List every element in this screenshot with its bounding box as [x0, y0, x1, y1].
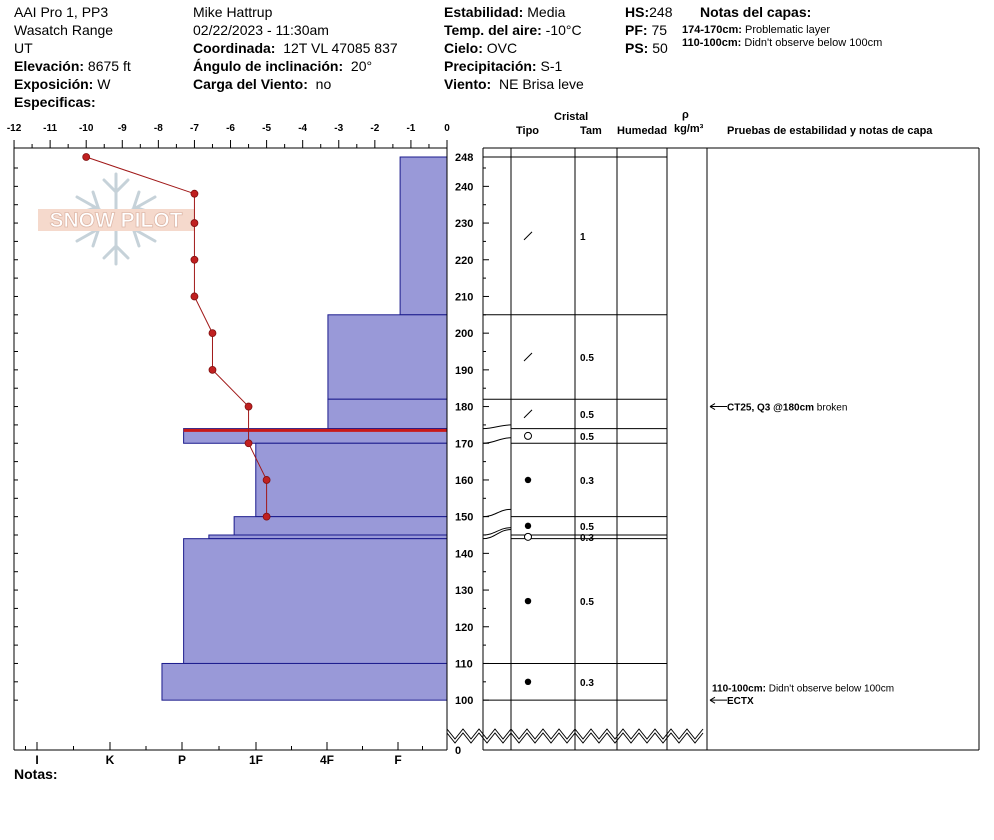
elevation: Elevación: 8675 ft	[14, 58, 131, 74]
test-label: CT25, Q3 @180cm	[727, 402, 815, 414]
hardness-label: 1F	[248, 753, 264, 767]
temperature-point	[191, 293, 198, 300]
height-tick-label: 180	[455, 401, 474, 414]
temperature-point	[245, 440, 252, 447]
height-tick-label: 150	[455, 511, 474, 524]
crystal-size: 1	[580, 231, 586, 243]
temperature-point	[263, 476, 270, 483]
faceted-crystals-icon	[525, 679, 531, 685]
rounded-grains-icon	[525, 432, 532, 439]
layer-note-item: 110-100cm: Didn't observe below 100cm	[682, 37, 883, 49]
test-label: ECTX	[727, 696, 754, 708]
hardness-layer	[209, 535, 447, 539]
coordinate: Coordinada: 12T VL 47085 837	[193, 40, 398, 56]
faceted-crystals-icon	[525, 598, 531, 604]
snow-pilot-logo	[38, 174, 194, 264]
faceted-crystals-icon	[525, 477, 531, 483]
crystal-size: 0.3	[580, 475, 594, 487]
temp-tick-label: -11	[43, 123, 58, 134]
tests-header: Pruebas de estabilidad y notas de capa	[727, 125, 933, 137]
moisture-header: Humedad	[617, 125, 668, 137]
temp-tick-label: -5	[262, 123, 272, 134]
specifics-label: Especificas:	[14, 94, 96, 110]
temperature-point	[209, 330, 216, 337]
height-tick-label: 220	[455, 254, 474, 267]
temperature-point	[245, 403, 252, 410]
precip-particles-icon	[524, 232, 532, 240]
crystal-size: 0.5	[580, 353, 594, 365]
table-layer-note	[712, 683, 894, 694]
logo-text: SNOW PILOT	[49, 209, 183, 232]
layer-notes-title: Notas del capas:	[700, 4, 812, 20]
height-tick-label: 100	[455, 695, 474, 708]
range-name: Wasatch Range	[14, 22, 114, 38]
crystal-size: 0.3	[580, 677, 594, 689]
height-tick-label: 240	[455, 181, 474, 194]
height-tick-label: 248	[455, 152, 474, 164]
precip-particles-icon	[524, 353, 532, 361]
temp-tick-label: -3	[334, 123, 344, 134]
temperature-point	[191, 256, 198, 263]
test-result	[727, 696, 754, 707]
temperature-point	[191, 190, 198, 197]
hardness-label: F	[394, 753, 402, 767]
datetime: 02/22/2023 - 11:30am	[193, 22, 329, 38]
height-tick-label: 110	[455, 658, 473, 671]
test-result	[727, 403, 847, 414]
height-tick-label: 130	[455, 585, 474, 598]
height-tick-label: 200	[455, 328, 474, 341]
state-name: UT	[14, 40, 33, 56]
layer-note-item: 174-170cm: Problematic layer	[682, 24, 830, 36]
crystal-size: 0.5	[580, 597, 594, 609]
ps: PS: 50	[625, 40, 668, 56]
layer-connector	[483, 438, 511, 444]
hardness-label: I	[35, 753, 39, 767]
hardness-layer	[400, 157, 447, 315]
layer-connector	[483, 425, 511, 429]
type-header: Tipo	[516, 125, 540, 137]
temp-tick-label: -8	[153, 123, 163, 134]
aspect: Exposición: W	[14, 76, 111, 92]
observer: Mike Hattrup	[193, 4, 273, 20]
height-tick-label: 230	[455, 218, 474, 231]
sky: Cielo: OVC	[444, 40, 518, 56]
temperature-point	[209, 366, 216, 373]
density-symbol: ρ	[682, 109, 689, 121]
wind-loading: Carga del Viento: no	[193, 76, 332, 92]
height-tick-label: 0	[455, 745, 462, 757]
wind: Viento: NE Brisa leve	[444, 76, 584, 92]
hardness-label: P	[177, 753, 187, 767]
height-tick-label: 170	[455, 438, 474, 451]
temp-tick-label: -1	[406, 123, 416, 134]
layer-note-text: Didn't observe below 100cm	[768, 683, 895, 695]
height-tick-label: 160	[455, 474, 474, 487]
crystal-size: 0.3	[580, 532, 594, 544]
precipitation: Precipitación: S-1	[444, 58, 563, 74]
height-tick-label: 120	[455, 621, 474, 634]
temperature-point	[83, 154, 90, 161]
crystal-size: 0.5	[580, 409, 594, 421]
pit-title: AAI Pro 1, PP3	[14, 4, 109, 20]
temp-tick-label: -6	[226, 123, 235, 134]
crystal-size: 0.5	[580, 521, 594, 533]
temperature-point	[263, 513, 270, 520]
temp-tick-label: -9	[117, 123, 127, 134]
precip-particles-icon	[524, 410, 532, 418]
layer-note-range: 110-100cm:	[712, 683, 769, 695]
height-tick-label: 210	[455, 291, 474, 304]
layer-connector	[483, 509, 511, 516]
density-unit: kg/m³	[674, 123, 704, 135]
temp-tick-label: -12	[6, 123, 22, 134]
hardness-layer	[328, 399, 447, 428]
temp-tick-label: -7	[189, 123, 199, 134]
temp-tick-label: -2	[370, 123, 380, 134]
notes-label: Notas:	[14, 766, 58, 782]
hardness-layer	[162, 663, 447, 700]
hardness-label: 4F	[319, 753, 335, 767]
hardness-label: K	[105, 753, 115, 767]
crystal-header: Cristal	[554, 111, 589, 123]
temperature-point	[191, 220, 198, 227]
size-header: Tam	[580, 125, 602, 137]
faceted-crystals-icon	[525, 523, 531, 529]
temp-tick-label: -4	[298, 123, 308, 134]
slope-angle: Ángulo de inclinación: 20°	[193, 58, 373, 74]
temp-tick-label: -10	[78, 123, 94, 134]
height-tick-label: 190	[455, 364, 474, 377]
crystal-size: 0.5	[580, 431, 594, 443]
air-temp: Temp. del aire: -10°C	[444, 22, 582, 38]
test-note: broken	[814, 402, 848, 414]
stability: Estabilidad: Media	[444, 4, 566, 20]
temp-tick-label: 0	[444, 123, 450, 134]
pf: PF: 75	[625, 22, 668, 38]
hardness-layer	[184, 539, 447, 664]
height-tick-label: 140	[455, 548, 474, 561]
rounded-grains-icon	[525, 533, 532, 540]
hs: HS:248	[625, 4, 673, 20]
hardness-layer	[256, 443, 447, 516]
hardness-layer	[328, 315, 447, 399]
